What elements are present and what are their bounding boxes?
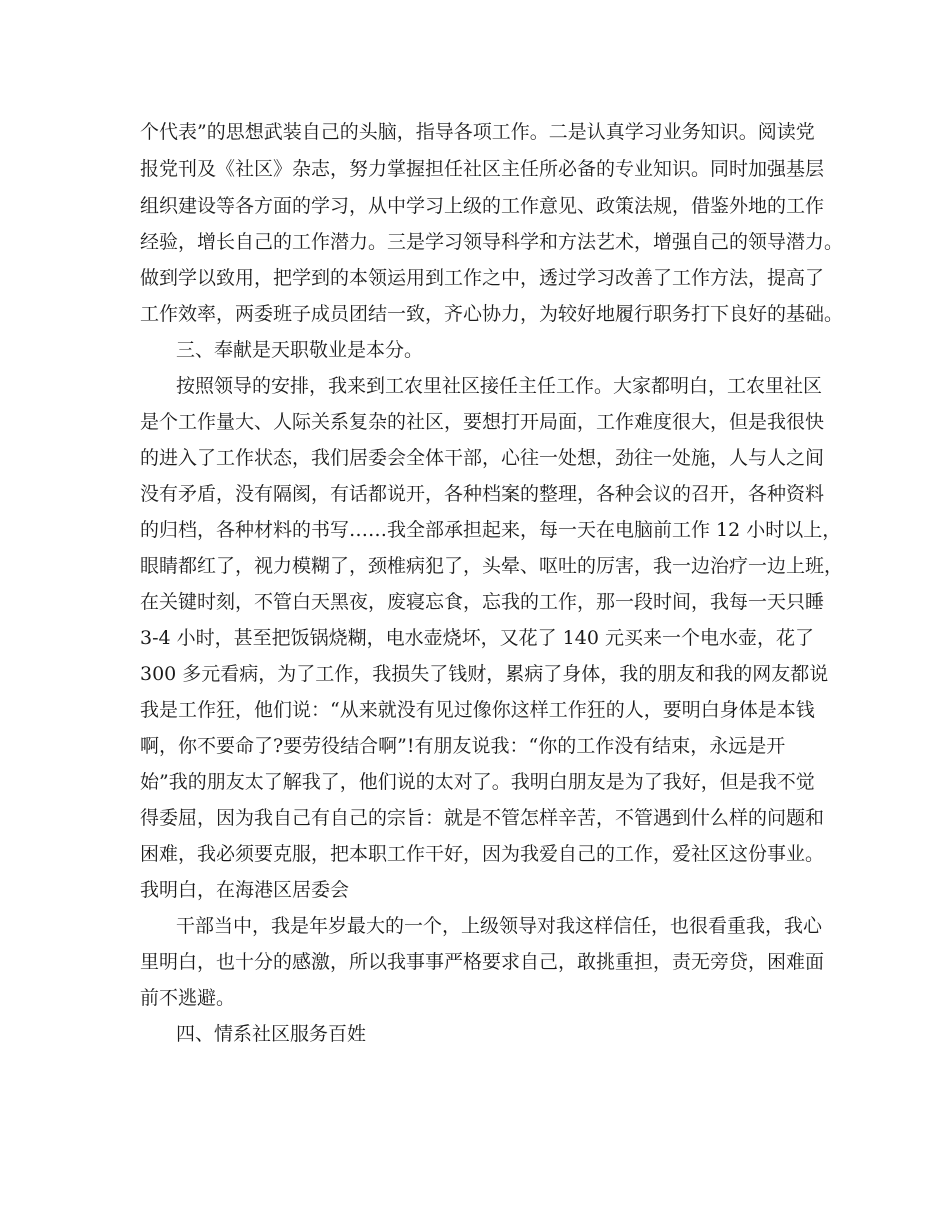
section-heading: 四、情系社区服务百姓 <box>176 1023 367 1045</box>
text-line: 我是工作狂，他们说：“从来就没有见过像你这样工作狂的人，要明白身体是本钱 <box>140 699 815 721</box>
text-line: 个代表”的思想武装自己的头脑，指导各项工作。二是认真学习业务知识。阅读党 <box>140 121 815 143</box>
text-line: 报党刊及《社区》杂志，努力掌握担任社区主任所必备的专业知识。同时加强基层 <box>140 158 825 180</box>
text-line: 300 多元看病，为了工作，我损失了钱财，累病了身体，我的朋友和我的网友都说 <box>140 663 829 685</box>
text-line: 是个工作量大、人际关系复杂的社区，要想打开局面，工作难度很大，但是我很快 <box>140 411 825 433</box>
text-line: 3-4 小时，甚至把饭锅烧糊，电水壶烧坏，又花了 140 元买来一个电水壶，花了 <box>140 627 814 649</box>
text-line: 做到学以致用，把学到的本领运用到工作之中，透过学习改善了工作方法，提高了 <box>140 267 825 289</box>
text-line: 在关键时刻，不管白天黑夜，废寝忘食，忘我的工作，那一段时间，我每一天只睡 <box>140 591 825 613</box>
text-line: 前不逃避。 <box>140 987 236 1009</box>
text-line: 经验，增长自己的工作潜力。三是学习领导科学和方法艺术，增强自己的领导潜力。 <box>140 231 844 253</box>
text-line: 工作效率，两委班子成员团结一致，齐心协力，为较好地履行职务打下良好的基础。 <box>140 303 844 325</box>
text-line: 啊，你不要命了?要劳役结合啊”!有朋友说我：“你的工作没有结束，永远是开 <box>140 735 786 757</box>
text-line: 的进入了工作状态，我们居委会全体干部，心往一处想，劲往一处施，人与人之间 <box>140 447 825 469</box>
text-line: 里明白，也十分的感激，所以我事事严格要求自己，敢挑重担，责无旁贷，困难面 <box>140 951 825 973</box>
text-line: 困难，我必须要克服，把本职工作干好，因为我爱自己的工作，爱社区这份事业。 <box>140 843 825 865</box>
text-line: 我明白，在海港区居委会 <box>140 879 350 901</box>
text-line: 眼睛都红了，视力模糊了，颈椎病犯了，头晕、呕吐的厉害，我一边治疗一边上班， <box>140 555 844 577</box>
text-line: 的归档，各种材料的书写……我全部承担起来，每一天在电脑前工作 12 小时以上， <box>140 519 842 541</box>
text-line: 没有矛盾，没有隔阂，有话都说开，各种档案的整理，各种会议的召开，各种资料 <box>140 483 825 505</box>
text-line: 始”我的朋友太了解我了，他们说的太对了。我明白朋友是为了我好，但是我不觉 <box>140 771 815 793</box>
text-line: 得委屈，因为我自己有自己的宗旨：就是不管怎样辛苦，不管遇到什么样的问题和 <box>140 807 825 829</box>
text-line: 组织建设等各方面的学习，从中学习上级的工作意见、政策法规，借鉴外地的工作 <box>140 195 825 217</box>
text-line: 按照领导的安排，我来到工农里社区接任主任工作。大家都明白，工农里社区 <box>176 375 823 397</box>
text-line: 干部当中，我是年岁最大的一个，上级领导对我这样信任，也很看重我，我心 <box>176 915 823 937</box>
section-heading: 三、奉献是天职敬业是本分。 <box>176 339 424 361</box>
